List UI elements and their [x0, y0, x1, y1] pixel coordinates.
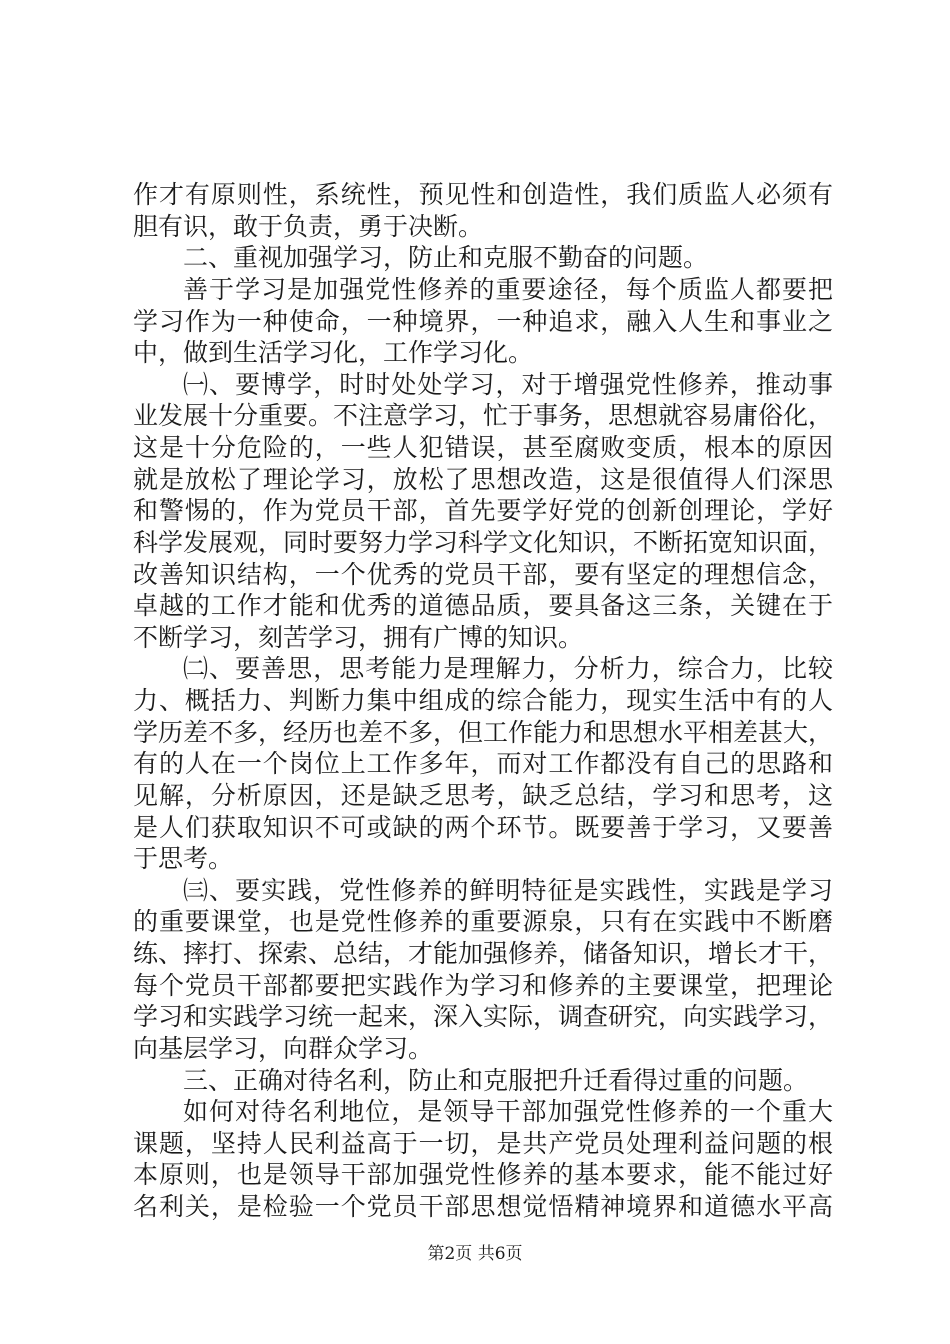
paragraph-line: 和警惕的，作为党员干部，首先要学好党的创新创理论，学好 [133, 496, 833, 525]
paragraph-line: ㈡、要善思，思考能力是理解力，分析力，综合力，比较 [183, 654, 833, 683]
paragraph-line: 每个党员干部都要把实践作为学习和修养的主要课堂，把理论 [133, 971, 833, 1000]
page-footer: 第2页 共6页 [427, 1244, 523, 1264]
paragraph-line: 善于学习是加强党性修养的重要途径，每个质监人都要把 [183, 275, 833, 304]
paragraph-line: 力、概括力、判断力集中组成的综合能力，现实生活中有的人 [133, 686, 833, 715]
paragraph-line: ㈠、要博学，时时处处学习，对于增强党性修养，推动事 [183, 370, 833, 399]
paragraph-line: 中，做到生活学习化，工作学习化。 [133, 338, 534, 367]
paragraph-line: 业发展十分重要。不注意学习，忙于事务，思想就容易庸俗化， [133, 401, 834, 430]
paragraph-line: 如何对待名利地位，是领导干部加强党性修养的一个重大 [183, 1097, 833, 1126]
paragraph-line: 练、摔打、探索、总结，才能加强修养，储备知识，增长才干， [133, 939, 834, 968]
paragraph-line: 作才有原则性，系统性，预见性和创造性，我们质监人必须有 [133, 180, 833, 209]
paragraph-line: 就是放松了理论学习，放松了思想改造，这是很值得人们深思 [133, 465, 833, 494]
paragraph-line: 是人们获取知识不可或缺的两个环节。既要善于学习，又要善 [133, 813, 833, 842]
paragraph-line: 学习作为一种使命，一种境界，一种追求，融入人生和事业之 [133, 307, 833, 336]
paragraph-line: 名利关，是检验一个党员干部思想觉悟精神境界和道德水平高 [133, 1192, 833, 1221]
paragraph-line: 改善知识结构，一个优秀的党员干部，要有坚定的理想信念， [133, 560, 833, 589]
paragraph-line: 于思考。 [133, 844, 234, 873]
paragraph-line: 的重要课堂，也是党性修养的重要源泉，只有在实践中不断磨 [133, 907, 833, 936]
paragraph-line: 向基层学习，向群众学习。 [133, 1034, 434, 1063]
paragraph-line: 胆有识，敢于负责，勇于决断。 [133, 212, 484, 241]
paragraph-line: 有的人在一个岗位上工作多年，而对工作都没有自己的思路和 [133, 749, 833, 778]
section-heading: 三、正确对待名利，防止和克服把升迁看得过重的问题。 [183, 1066, 809, 1095]
paragraph-line: 课题，坚持人民利益高于一切，是共产党员处理利益问题的根 [133, 1129, 833, 1158]
paragraph-line: 科学发展观，同时要努力学习科学文化知识，不断拓宽知识面， [133, 528, 834, 557]
paragraph-line: ㈢、要实践，党性修养的鲜明特征是实践性，实践是学习 [183, 876, 833, 905]
paragraph-line: 见解，分析原因，还是缺乏思考，缺乏总结，学习和思考，这 [133, 781, 833, 810]
paragraph-line: 不断学习，刻苦学习，拥有广博的知识。 [133, 623, 584, 652]
paragraph-line: 学历差不多，经历也差不多，但工作能力和思想水平相差甚大， [133, 718, 834, 747]
section-heading: 二、重视加强学习，防止和克服不勤奋的问题。 [183, 243, 709, 272]
paragraph-line: 这是十分危险的，一些人犯错误，甚至腐败变质，根本的原因 [133, 433, 833, 462]
paragraph-line: 学习和实践学习统一起来，深入实际，调查研究，向实践学习， [133, 1002, 834, 1031]
paragraph-line: 卓越的工作才能和优秀的道德品质，要具备这三条，关键在于 [133, 591, 833, 620]
paragraph-line: 本原则，也是领导干部加强党性修养的基本要求，能不能过好 [133, 1160, 833, 1189]
